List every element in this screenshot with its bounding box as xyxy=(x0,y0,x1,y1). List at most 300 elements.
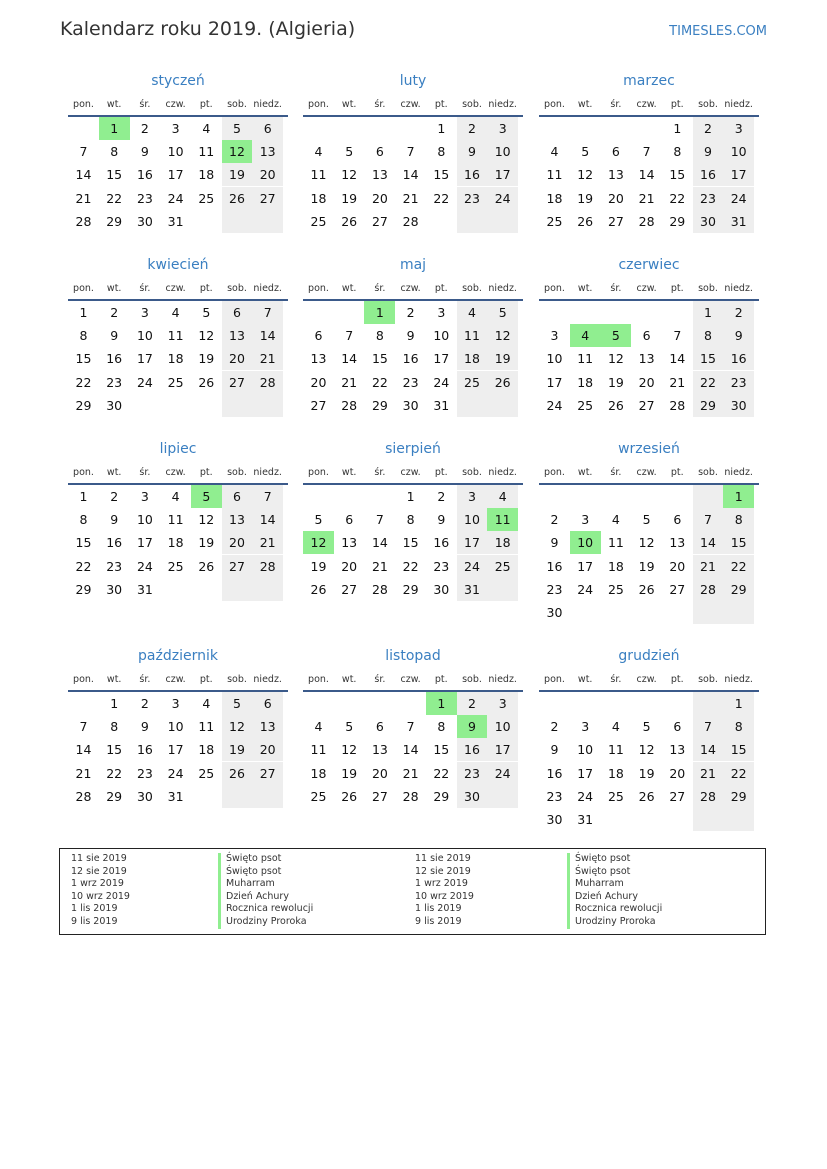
day-cell: 28 xyxy=(252,371,283,394)
day-cell: 2 xyxy=(550,512,559,528)
weekday-header xyxy=(303,674,523,688)
day-cell: 31 xyxy=(433,397,450,413)
weekday-label: sob. xyxy=(227,283,247,294)
day-cell: 26 xyxy=(198,374,215,390)
weekday-label: pon. xyxy=(308,674,329,685)
weekend-empty-cell xyxy=(723,808,754,831)
day-cell: 3 xyxy=(487,692,518,715)
month-name: maj xyxy=(399,257,427,273)
day-cell: 17 xyxy=(723,163,754,186)
day-cell: 30 xyxy=(136,213,153,229)
day-cell: 24 xyxy=(136,558,153,574)
month-2 xyxy=(539,73,759,253)
weekday-label: pt. xyxy=(199,467,213,478)
day-cell: 16 xyxy=(106,351,123,367)
weekday-label: pon. xyxy=(73,674,94,685)
legend-date: 11 sie 2019 xyxy=(415,853,471,864)
month-name: lipiec xyxy=(159,441,197,457)
weekday-label: niedz. xyxy=(253,467,282,478)
day-cell: 20 xyxy=(222,531,253,554)
day-cell: 18 xyxy=(198,167,215,183)
legend-holiday-name: Święto psot xyxy=(218,866,313,879)
weekday-label: sob. xyxy=(462,467,482,478)
month-name: kwiecień xyxy=(147,257,209,273)
day-cell: 20 xyxy=(252,738,283,761)
day-cell: 16 xyxy=(457,163,488,186)
legend-names-left xyxy=(218,853,313,929)
day-cell: 4 xyxy=(550,144,559,160)
day-cell: 28 xyxy=(402,788,419,804)
weekday-label: śr. xyxy=(139,467,151,478)
day-cell: 20 xyxy=(669,765,686,781)
day-cell: 7 xyxy=(375,512,384,528)
day-cell: 24 xyxy=(723,187,754,210)
holiday-day-cell: 10 xyxy=(570,531,601,554)
day-cell: 27 xyxy=(638,397,655,413)
day-cell: 17 xyxy=(136,535,153,551)
month-8 xyxy=(539,441,759,621)
weekday-label: śr. xyxy=(374,99,386,110)
weekday-label: sob. xyxy=(227,99,247,110)
day-cell: 22 xyxy=(106,765,123,781)
day-cell: 22 xyxy=(723,762,754,785)
weekday-label: wt. xyxy=(577,283,593,294)
month-name: listopad xyxy=(385,648,441,664)
weekday-header xyxy=(68,467,288,481)
holiday-day-cell: 1 xyxy=(723,485,754,508)
day-cell: 28 xyxy=(341,397,358,413)
day-cell: 18 xyxy=(546,190,563,206)
day-cell: 13 xyxy=(222,324,253,347)
day-cell: 25 xyxy=(577,397,594,413)
day-cell: 15 xyxy=(75,535,92,551)
day-cell: 9 xyxy=(437,512,446,528)
day-cell: 18 xyxy=(607,558,624,574)
day-cell: 20 xyxy=(669,558,686,574)
day-cell: 22 xyxy=(371,374,388,390)
day-cell: 3 xyxy=(457,485,488,508)
day-cell: 19 xyxy=(341,765,358,781)
day-cell: 14 xyxy=(638,167,655,183)
day-cell: 28 xyxy=(75,213,92,229)
weekday-label: niedz. xyxy=(253,283,282,294)
day-cell: 23 xyxy=(106,558,123,574)
day-cell: 22 xyxy=(402,558,419,574)
day-cell: 6 xyxy=(252,117,283,140)
day-cell: 5 xyxy=(345,144,354,160)
day-cell: 15 xyxy=(371,351,388,367)
day-cell: 20 xyxy=(371,765,388,781)
day-cell: 6 xyxy=(222,301,253,324)
day-cell: 4 xyxy=(314,719,323,735)
day-cell: 15 xyxy=(723,738,754,761)
day-cell: 11 xyxy=(457,324,488,347)
day-cell: 28 xyxy=(669,397,686,413)
weekday-label: śr. xyxy=(610,283,622,294)
weekend-empty-cell xyxy=(693,601,724,624)
legend-date: 10 wrz 2019 xyxy=(71,890,130,902)
weekday-label: niedz. xyxy=(488,99,517,110)
page-title: Kalendarz roku 2019. (Algieria) xyxy=(60,18,356,40)
day-cell: 17 xyxy=(546,374,563,390)
day-cell: 27 xyxy=(371,213,388,229)
legend-date: 9 lis 2019 xyxy=(71,915,118,927)
legend-holiday-name: Rocznica rewolucji xyxy=(567,903,662,916)
weekday-label: pon. xyxy=(73,283,94,294)
day-cell: 8 xyxy=(723,508,754,531)
weekday-label: niedz. xyxy=(253,99,282,110)
weekday-header xyxy=(68,674,288,688)
weekend-empty-cell xyxy=(487,394,518,417)
day-cell: 8 xyxy=(437,719,446,735)
weekday-header xyxy=(68,99,288,113)
day-cell: 2 xyxy=(437,489,446,504)
weekend-empty-cell xyxy=(693,485,724,508)
day-cell: 27 xyxy=(222,371,253,394)
day-cell: 6 xyxy=(252,692,283,715)
weekday-label: sob. xyxy=(698,467,718,478)
day-cell: 7 xyxy=(693,508,724,531)
weekend-empty-cell xyxy=(222,578,253,601)
weekday-label: czw. xyxy=(636,99,657,110)
day-cell: 4 xyxy=(457,301,488,324)
legend-holiday-name: Muharram xyxy=(218,878,313,891)
day-cell: 14 xyxy=(252,324,283,347)
weekday-label: niedz. xyxy=(488,674,517,685)
day-cell: 29 xyxy=(693,394,724,417)
day-cell: 3 xyxy=(581,512,590,528)
day-cell: 28 xyxy=(252,555,283,578)
day-cell: 21 xyxy=(693,555,724,578)
weekday-label: wt. xyxy=(106,674,122,685)
day-cell: 2 xyxy=(550,719,559,735)
weekend-empty-cell xyxy=(457,394,488,417)
day-cell: 12 xyxy=(341,742,358,758)
legend-holiday-name: Rocznica rewolucji xyxy=(218,903,313,916)
day-cell: 14 xyxy=(669,351,686,367)
day-cell: 26 xyxy=(638,581,655,597)
weekday-label: wt. xyxy=(106,467,122,478)
day-cell: 26 xyxy=(341,788,358,804)
day-cell: 9 xyxy=(110,328,119,344)
day-cell: 16 xyxy=(546,765,563,781)
day-cell: 22 xyxy=(75,558,92,574)
day-cell: 15 xyxy=(433,742,450,758)
day-cell: 10 xyxy=(167,144,184,160)
day-cell: 9 xyxy=(550,535,559,551)
weekday-label: niedz. xyxy=(724,674,753,685)
weekday-label: niedz. xyxy=(724,99,753,110)
month-name: czerwiec xyxy=(618,257,680,273)
day-cell: 3 xyxy=(581,719,590,735)
day-cell: 1 xyxy=(79,489,88,504)
weekday-label: śr. xyxy=(374,283,386,294)
weekend-empty-cell xyxy=(457,210,488,233)
day-cell: 15 xyxy=(106,167,123,183)
day-cell: 23 xyxy=(457,187,488,210)
day-cell: 3 xyxy=(171,696,180,711)
day-cell: 17 xyxy=(487,738,518,761)
day-cell: 22 xyxy=(723,555,754,578)
day-cell: 24 xyxy=(167,190,184,206)
day-cell: 24 xyxy=(433,374,450,390)
day-cell: 22 xyxy=(669,190,686,206)
day-cell: 2 xyxy=(406,305,415,320)
legend-holiday-name: Urodziny Proroka xyxy=(567,916,662,929)
weekend-empty-cell xyxy=(252,210,283,233)
day-cell: 11 xyxy=(198,719,215,735)
weekday-label: sob. xyxy=(227,674,247,685)
day-cell: 2 xyxy=(457,692,488,715)
day-cell: 18 xyxy=(457,347,488,370)
day-cell: 26 xyxy=(222,762,253,785)
day-cell: 3 xyxy=(140,305,149,320)
day-cell: 31 xyxy=(167,788,184,804)
day-cell: 9 xyxy=(550,742,559,758)
day-cell: 30 xyxy=(106,397,123,413)
day-cell: 28 xyxy=(638,213,655,229)
day-cell: 9 xyxy=(140,144,149,160)
day-cell: 8 xyxy=(375,328,384,344)
day-cell: 11 xyxy=(167,512,184,528)
day-cell: 25 xyxy=(457,371,488,394)
day-cell: 25 xyxy=(310,788,327,804)
day-cell: 13 xyxy=(341,535,358,551)
month-5 xyxy=(539,257,759,437)
day-cell: 7 xyxy=(693,715,724,738)
day-cell: 30 xyxy=(433,581,450,597)
month-4 xyxy=(303,257,523,437)
weekday-label: pon. xyxy=(544,283,565,294)
day-cell: 3 xyxy=(550,328,559,344)
day-cell: 2 xyxy=(110,305,119,320)
weekday-label: śr. xyxy=(610,674,622,685)
day-cell: 20 xyxy=(371,190,388,206)
day-cell: 26 xyxy=(487,371,518,394)
day-cell: 27 xyxy=(371,788,388,804)
weekend-empty-cell xyxy=(693,692,724,715)
legend-holiday-name: Urodziny Proroka xyxy=(218,916,313,929)
weekday-label: pon. xyxy=(308,99,329,110)
day-cell: 6 xyxy=(611,144,620,160)
day-cell: 7 xyxy=(252,301,283,324)
weekday-label: pon. xyxy=(544,674,565,685)
day-cell: 10 xyxy=(723,140,754,163)
weekday-header xyxy=(68,283,288,297)
day-cell: 15 xyxy=(433,167,450,183)
day-cell: 23 xyxy=(546,581,563,597)
day-cell: 10 xyxy=(136,328,153,344)
day-cell: 20 xyxy=(638,374,655,390)
weekday-label: śr. xyxy=(139,674,151,685)
legend-holiday-name: Dzień Achury xyxy=(567,891,662,904)
day-cell: 22 xyxy=(75,374,92,390)
day-cell: 29 xyxy=(669,213,686,229)
weekday-label: śr. xyxy=(610,99,622,110)
legend-date: 11 sie 2019 xyxy=(71,853,127,864)
weekday-label: pt. xyxy=(199,674,213,685)
month-3 xyxy=(68,257,288,437)
month-7 xyxy=(303,441,523,621)
day-cell: 3 xyxy=(487,117,518,140)
legend-holiday-name: Muharram xyxy=(567,878,662,891)
day-cell: 15 xyxy=(75,351,92,367)
day-cell: 8 xyxy=(673,144,682,160)
day-cell: 9 xyxy=(140,719,149,735)
day-cell: 4 xyxy=(171,489,180,504)
day-cell: 14 xyxy=(252,508,283,531)
day-cell: 6 xyxy=(222,485,253,508)
day-cell: 23 xyxy=(136,765,153,781)
day-cell: 17 xyxy=(577,558,594,574)
day-cell: 11 xyxy=(577,351,594,367)
month-name: październik xyxy=(138,648,218,664)
day-cell: 26 xyxy=(638,788,655,804)
day-cell: 7 xyxy=(673,328,682,344)
day-cell: 30 xyxy=(693,210,724,233)
weekday-label: wt. xyxy=(106,283,122,294)
weekday-label: sob. xyxy=(698,283,718,294)
legend-date: 12 sie 2019 xyxy=(415,865,471,877)
weekday-label: pt. xyxy=(670,467,684,478)
day-cell: 30 xyxy=(546,605,563,620)
day-cell: 26 xyxy=(341,213,358,229)
weekend-empty-cell xyxy=(252,394,283,417)
day-cell: 21 xyxy=(669,374,686,390)
day-cell: 14 xyxy=(693,531,724,554)
day-cell: 22 xyxy=(106,190,123,206)
day-cell: 1 xyxy=(406,489,415,504)
day-cell: 19 xyxy=(577,190,594,206)
holiday-day-cell: 5 xyxy=(191,485,222,508)
day-cell: 6 xyxy=(673,719,682,735)
day-cell: 14 xyxy=(75,742,92,758)
weekday-label: czw. xyxy=(400,99,421,110)
day-cell: 28 xyxy=(371,581,388,597)
day-cell: 19 xyxy=(198,535,215,551)
day-cell: 25 xyxy=(310,213,327,229)
day-cell: 1 xyxy=(723,692,754,715)
day-cell: 14 xyxy=(402,742,419,758)
weekday-label: pt. xyxy=(434,99,448,110)
day-cell: 17 xyxy=(487,163,518,186)
day-cell: 11 xyxy=(310,742,327,758)
weekday-label: wt. xyxy=(341,283,357,294)
day-cell: 23 xyxy=(136,190,153,206)
day-cell: 11 xyxy=(198,144,215,160)
day-cell: 3 xyxy=(171,121,180,136)
month-11 xyxy=(539,648,759,828)
day-cell: 21 xyxy=(371,558,388,574)
day-cell: 6 xyxy=(673,512,682,528)
weekday-label: wt. xyxy=(106,99,122,110)
day-cell: 22 xyxy=(693,371,724,394)
day-cell: 24 xyxy=(136,374,153,390)
weekday-label: niedz. xyxy=(488,467,517,478)
weekday-label: sob. xyxy=(698,674,718,685)
day-cell: 17 xyxy=(433,351,450,367)
day-cell: 4 xyxy=(202,696,211,711)
weekend-empty-cell xyxy=(222,210,253,233)
day-cell: 26 xyxy=(222,187,253,210)
weekday-label: pt. xyxy=(434,467,448,478)
day-cell: 13 xyxy=(669,742,686,758)
day-cell: 19 xyxy=(487,347,518,370)
day-cell: 5 xyxy=(345,719,354,735)
weekday-label: pon. xyxy=(73,467,94,478)
day-cell: 4 xyxy=(202,121,211,136)
day-cell: 13 xyxy=(222,508,253,531)
day-cell: 21 xyxy=(638,190,655,206)
day-cell: 19 xyxy=(638,558,655,574)
day-cell: 6 xyxy=(375,719,384,735)
site-link[interactable]: TIMESLES.COM xyxy=(669,24,767,39)
weekday-label: czw. xyxy=(165,283,186,294)
day-cell: 5 xyxy=(222,117,253,140)
weekday-label: pon. xyxy=(544,467,565,478)
weekday-label: niedz. xyxy=(253,674,282,685)
month-name: grudzień xyxy=(618,648,680,664)
day-cell: 17 xyxy=(167,742,184,758)
day-cell: 18 xyxy=(607,765,624,781)
day-cell: 13 xyxy=(310,351,327,367)
day-cell: 1 xyxy=(693,301,724,324)
legend-date: 1 wrz 2019 xyxy=(415,878,468,890)
day-cell: 8 xyxy=(437,144,446,160)
day-cell: 18 xyxy=(577,374,594,390)
day-cell: 9 xyxy=(406,328,415,344)
day-cell: 11 xyxy=(167,328,184,344)
day-cell: 21 xyxy=(252,347,283,370)
day-cell: 13 xyxy=(669,535,686,551)
day-cell: 20 xyxy=(252,163,283,186)
weekday-label: czw. xyxy=(165,99,186,110)
month-0 xyxy=(68,73,288,253)
weekday-label: wt. xyxy=(577,99,593,110)
day-cell: 16 xyxy=(433,535,450,551)
weekday-header xyxy=(539,467,759,481)
day-cell: 15 xyxy=(669,167,686,183)
day-cell: 11 xyxy=(607,742,624,758)
day-cell: 14 xyxy=(341,351,358,367)
day-cell: 5 xyxy=(222,692,253,715)
day-cell: 27 xyxy=(669,788,686,804)
day-cell: 8 xyxy=(693,324,724,347)
day-cell: 7 xyxy=(79,719,88,735)
day-cell: 14 xyxy=(371,535,388,551)
day-cell: 18 xyxy=(167,535,184,551)
day-cell: 21 xyxy=(341,374,358,390)
day-cell: 27 xyxy=(252,762,283,785)
day-cell: 14 xyxy=(75,167,92,183)
weekday-label: niedz. xyxy=(488,283,517,294)
day-cell: 28 xyxy=(693,785,724,808)
day-cell: 21 xyxy=(693,762,724,785)
day-cell: 11 xyxy=(607,535,624,551)
day-cell: 11 xyxy=(546,167,563,183)
weekday-label: pt. xyxy=(670,283,684,294)
legend-date: 10 wrz 2019 xyxy=(415,890,474,902)
day-cell: 29 xyxy=(75,397,92,413)
day-cell: 10 xyxy=(487,715,518,738)
day-cell: 23 xyxy=(106,374,123,390)
weekday-label: pon. xyxy=(544,99,565,110)
weekend-empty-cell xyxy=(693,808,724,831)
day-cell: 17 xyxy=(457,531,488,554)
day-cell: 27 xyxy=(222,555,253,578)
day-cell: 12 xyxy=(341,167,358,183)
weekday-label: pt. xyxy=(670,99,684,110)
